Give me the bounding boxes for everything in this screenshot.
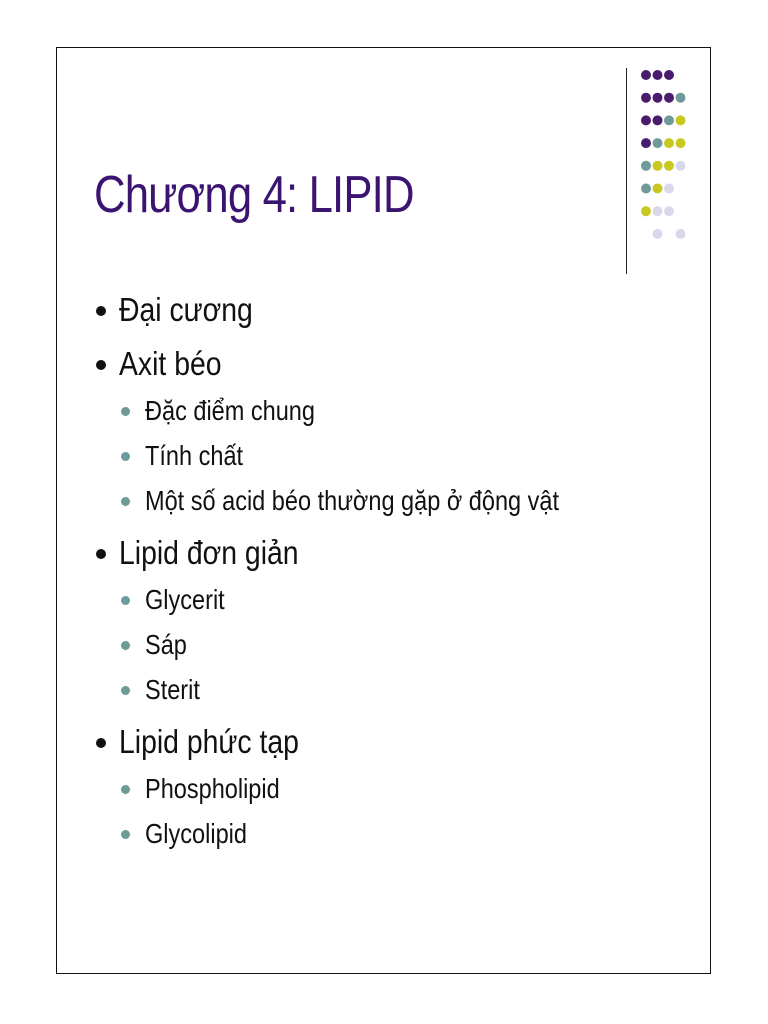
outline-subitem-label: Một số acid béo thường gặp ở động vật: [145, 485, 560, 516]
outline-subitem-label: Đặc điểm chung: [145, 395, 315, 426]
slide-title: Chương 4: LIPID: [94, 166, 414, 224]
outline-subitem: [94, 622, 654, 667]
outline-subitem-label: Tính chất: [145, 440, 244, 471]
slide-outline: [94, 280, 654, 856]
sub-bullet-dot-icon: [121, 785, 130, 794]
outline-subitem-label: Sterit: [145, 674, 200, 705]
sub-bullet-dot-icon: [121, 596, 130, 605]
outline-subitem: [94, 478, 654, 523]
sub-bullet-dot-icon: [121, 497, 130, 506]
sub-bullet-dot-icon: [121, 407, 130, 416]
outline-item-3: [94, 529, 654, 577]
sub-bullet-dot-icon: [121, 641, 130, 650]
sub-bullet-dot-icon: [121, 686, 130, 695]
outline-item-label: Axit béo: [119, 345, 222, 382]
bullet-dot-icon: [96, 549, 106, 559]
outline-subitem: [94, 388, 654, 433]
outline-subitem-label: Phospholipid: [145, 773, 280, 804]
outline-item-label: Lipid phức tạp: [119, 723, 299, 760]
outline-subitem: [94, 577, 654, 622]
bullet-dot-icon: [96, 306, 106, 316]
outline-subitem: [94, 811, 654, 856]
bullet-dot-icon: [96, 360, 106, 370]
sub-bullet-dot-icon: [121, 830, 130, 839]
outline-subitem-label: Glycolipid: [145, 818, 247, 849]
outline-item-label: Lipid đơn giản: [119, 534, 299, 571]
outline-item-1: [94, 286, 654, 334]
outline-subitem-label: Sáp: [145, 629, 187, 660]
bullet-dot-icon: [96, 738, 106, 748]
outline-item-4: [94, 718, 654, 766]
sub-bullet-dot-icon: [121, 452, 130, 461]
outline-subitem: [94, 667, 654, 712]
outline-subitem: [94, 433, 654, 478]
outline-item-label: Đại cương: [119, 291, 253, 328]
outline-subitem: [94, 766, 654, 811]
outline-item-2: [94, 340, 654, 388]
outline-subitem-label: Glycerit: [145, 584, 225, 615]
decorative-vertical-line: [626, 68, 627, 274]
